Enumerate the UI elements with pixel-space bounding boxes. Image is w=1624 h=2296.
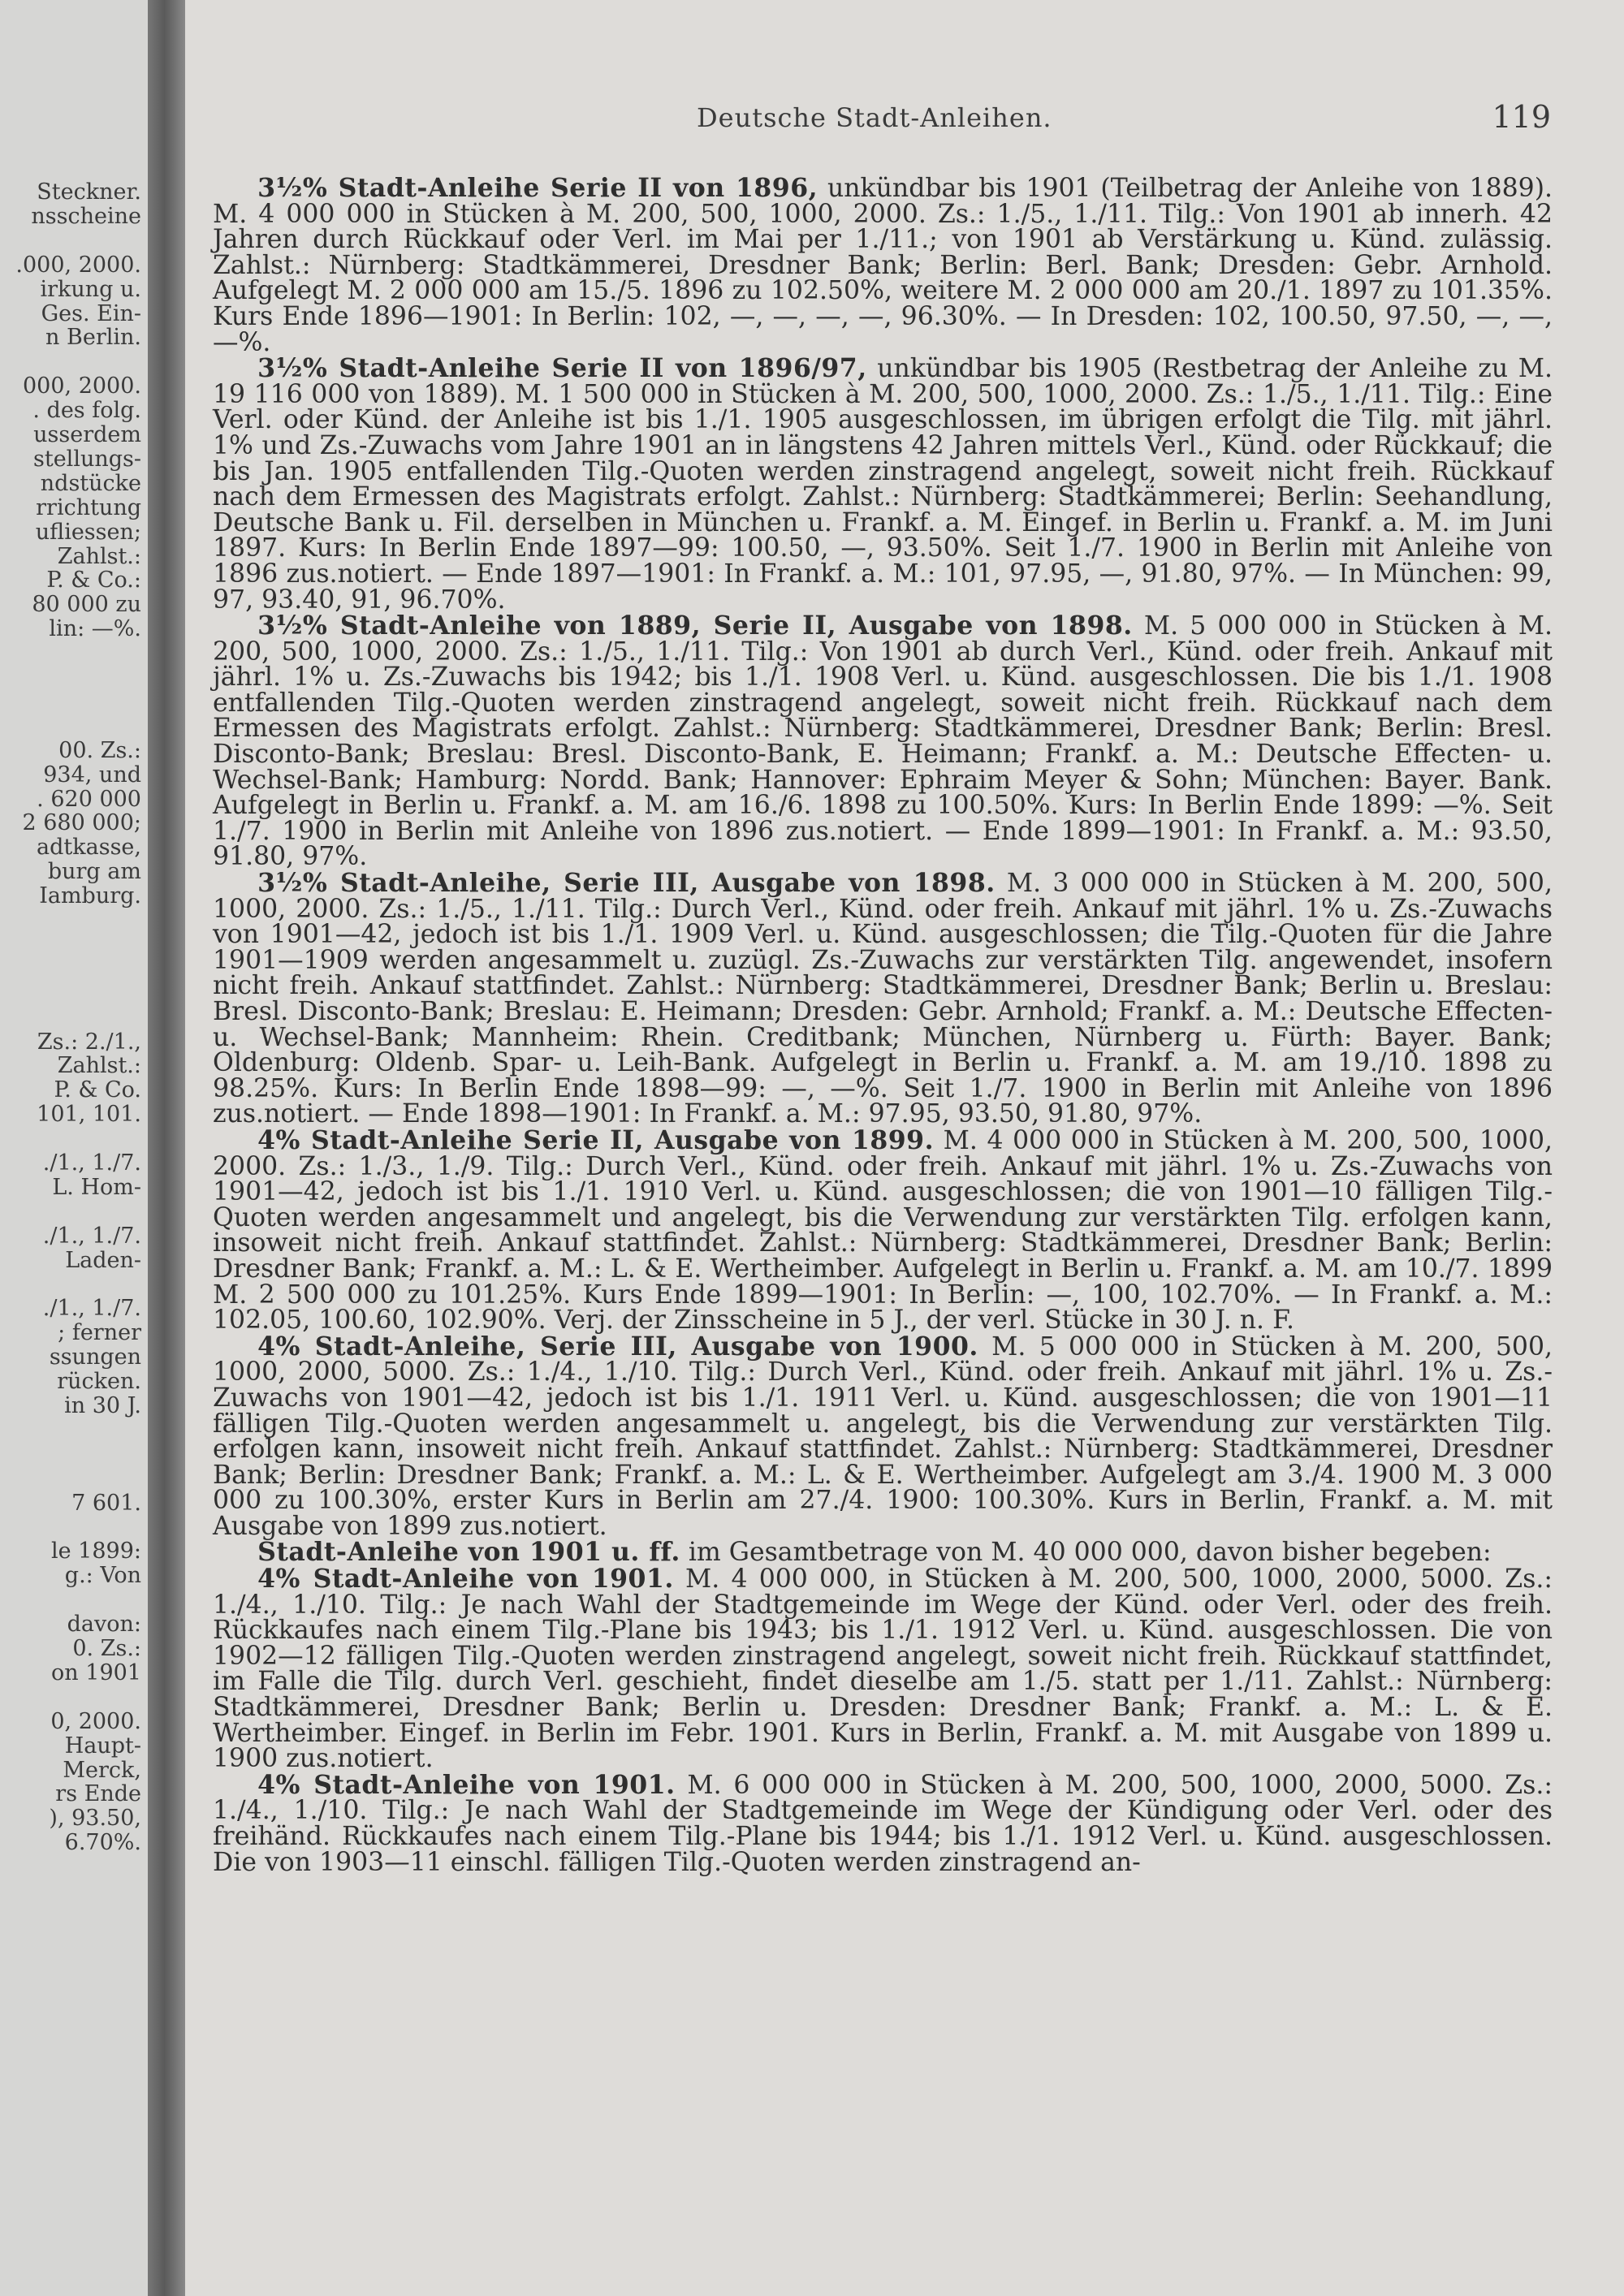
left-page-fragment: ), 93.50, [49, 1806, 141, 1832]
left-page-fragment: 7 601. [71, 1490, 141, 1516]
entry-title: 4% Stadt-Anleihe Serie II, Ausgabe von 1899. [257, 1124, 935, 1155]
left-page-fragment: rrichtung [36, 494, 141, 520]
entry-title: 3½% Stadt-Anleihe, Serie III, Ausgabe von 1898. [257, 868, 996, 899]
entry-title: Stadt-Anleihe von 1901 u. ff. [257, 1537, 680, 1568]
left-page-fragment: le 1899: [50, 1539, 141, 1564]
left-page-fragment: Zs.: 2./1., [37, 1029, 141, 1055]
entry-text: im Gesamtbetrage von M. 40 000 000, davon bisher begeben: [688, 1538, 1492, 1568]
left-page-fragment: nsscheine [31, 203, 141, 229]
left-page-fragment: Steckner. [37, 179, 141, 205]
page-number: 119 [1492, 99, 1551, 135]
left-page-fragment: 6.70%. [64, 1830, 141, 1856]
left-page-fragment: Zahlst.: [57, 1053, 141, 1079]
loan-entry [213, 613, 1553, 870]
loan-entry [213, 1124, 1553, 1336]
entry-title: 3½% Stadt-Anleihe von 1889, Serie II, Ausgabe von 1898. [257, 611, 1133, 641]
left-page-fragment: on 1901 [51, 1659, 141, 1685]
left-page-fragment: ufliessen; [35, 519, 141, 545]
entry-text: unkündbar bis 1905 (Restbetrag der Anleihe zu M. 19 116 000 von 1889). M. 1 500 000 in Stücken à M. 200, 500, 1000, 2000. Zs.: 1./5., 1./11. Tilg.: Eine Verl. oder Künd. der Anleihe ist bis 1./1. 1905 ausgeschlossen, im übrigen erfolgt die Tilg. mit jährl. 1% und Zs.-Zuwachs vom Jahre 1901 an in längstens 42 Jahren mittels Verl., Künd. oder Rückkauf; die bis Jan. 1905 entfallenden Tilg.-Quoten werden zinstragend angelegt, soweit nicht freih. Rückkauf nach dem Ermessen des Magistrats erfolgt. Zahlst.: Nürnberg: Stadtkämmerei; Berlin: Seehandlung, Deutsche Bank u. Fil. derselben in München u. Frankf. a. M. Eingef. in Berlin u. Frankf. a. M. im Juni 1897. Kurs: In Berlin Ende 1897—99: 100.50, —, 93.50%. Seit 1./7. 1900 in Berlin mit Anleihe von 1896 zus.notiert. — Ende 1897—1901: In Frankf. a. M.: 101, 97.95, —, 91.80, 97%. — In München: 99, 97, 93.40, 91, 96.70%. [213, 354, 1553, 615]
left-page-fragment: 2 680 000; [22, 810, 141, 836]
left-page-fragment: g.: Von [64, 1563, 141, 1589]
loan-entry [213, 1331, 1553, 1541]
left-page-fragment: irkung u. [40, 276, 141, 302]
left-page-fragment: 00. Zs.: [58, 737, 141, 763]
left-page-fragment: davon: [67, 1612, 141, 1638]
left-page-fragment: Ges. Ein- [41, 300, 141, 326]
entry-title: 3½% Stadt-Anleihe Serie II von 1896, [257, 173, 818, 203]
left-page-edge [0, 0, 148, 2296]
left-page-fragment: rücken. [57, 1369, 141, 1395]
entry-text: M. 3 000 000 in Stücken à M. 200, 500, 1000, 2000. Zs.: 1./5., 1./11. Tilg.: Durch Verl., Künd. oder freih. Ankauf mit jährl. 1% u. Zs.-Zuwachs von 1901—42, jedoch ist bis 1./1. 1909 Verl. u. Künd. ausgeschlossen; die Tilg.-Quoten für die Jahre 1901—1909 werden angesammelt u. zuzügl. Zs.-Zuwachs zur verstärkten Tilg. angewendet, insofern nicht freih. Ankauf stattfindet. Zahlst.: Nürnberg: Stadtkämmerei, Dresdner Bank; Berlin u. Breslau: Bresl. Disconto-Bank; Breslau: E. Heimann; Dresden: Gebr. Arnhold; Frankf. a. M.: Deutsche Effecten- u. Wechsel-Bank; Mannheim: Rhein. Creditbank; München, Nürnberg u. Fürth: Bayer. Bank; Oldenburg: Oldenb. Spar- u. Leih-Bank. Aufgelegt in Berlin u. Frankf. a. M. am 19./10. 1898 zu 98.25%. Kurs: In Berlin Ende 1898—99: —, —%. Seit 1./7. 1900 in Berlin mit Anleihe von 1896 zus.notiert. — Ende 1898—1901: In Frankf. a. M.: 97.95, 93.50, 91.80, 97%. [213, 869, 1553, 1129]
loan-entry [213, 1539, 1553, 1566]
left-page-fragment: 0. Zs.: [72, 1636, 141, 1661]
left-page-fragment: 934, und [43, 762, 141, 788]
entry-title: 4% Stadt-Anleihe von 1901. [257, 1564, 674, 1595]
left-page-fragment: 0, 2000. [50, 1708, 141, 1734]
left-page-fragment: 000, 2000. [23, 373, 141, 399]
page-body [213, 175, 1553, 1875]
left-page-fragment: 80 000 zu [32, 592, 141, 618]
left-page-fragment: rs Ende [55, 1781, 141, 1807]
loan-entry [213, 1566, 1553, 1772]
running-header: Deutsche Stadt-Anleihen. [697, 102, 1052, 133]
left-page-fragment: 101, 101. [37, 1102, 141, 1128]
left-page-fragment: ./1., 1./7. [42, 1150, 141, 1176]
left-page-fragment: ./1., 1./7. [42, 1296, 141, 1322]
left-page-fragment: ./1., 1./7. [42, 1223, 141, 1249]
left-page-fragment: .000, 2000. [15, 252, 141, 278]
entry-text: M. 4 000 000, in Stücken à M. 200, 500, 1000, 2000, 5000. Zs.: 1./4., 1./10. Tilg.: Je nach Wahl der Stadtgemeinde im Wege der Künd. oder Verl. oder des freih. Rückkaufes nach einem Tilg.-Plane bis 1943; bis 1./1. 1912 Verl. u. Künd. ausgeschlossen. Die von 1902—12 fälligen Tilg.-Quoten werden zinstragend angelegt, soweit nicht freih. Rückkauf stattfindet, im Falle die Tilg. durch Verl. geschieht, findet dieselbe am 1./5. statt per 1./11. Zahlst.: Nürnberg: Stadtkämmerei, Dresdner Bank; Berlin u. Dresden: Dresdner Bank; Frankf. a. M.: L. & E. Wertheimber. Eingef. in Berlin im Febr. 1901. Kurs in Berlin, Frankf. a. M. mit Ausgabe von 1899 u. 1900 zus.notiert. [213, 1564, 1553, 1774]
left-page-fragment: ssungen [49, 1344, 141, 1370]
left-page-fragment: L. Hom- [52, 1174, 141, 1200]
loan-entry [213, 175, 1553, 356]
left-page-fragment: P. & Co. [54, 1077, 141, 1103]
entry-text: unkündbar bis 1901 (Teilbetrag der Anleihe von 1889). M. 4 000 000 in Stücken à M. 200, 500, 1000, 2000. Zs.: 1./5., 1./11. Tilg.: Von 1901 ab innerh. 42 Jahren durch Rückkauf oder Verl. im Mai per 1./11.; von 1901 ab Verstärkung u. Künd. zulässig. Zahlst.: Nürnberg: Stadtkämmerei, Dresdner Bank; Berlin: Berl. Bank; Dresden: Gebr. Arnhold. Aufgelegt M. 2 000 000 am 15./5. 1896 zu 102.50%, weitere M. 2 000 000 am 20./1. 1897 zu 101.35%. Kurs Ende 1896—1901: In Berlin: 102, —, —, —, —, 96.30%. — In Dresden: 102, 100.50, 97.50, —, —, —%. [213, 174, 1553, 357]
right-page [185, 0, 1624, 2296]
left-page-fragment: Laden- [65, 1247, 141, 1273]
entry-text: M. 4 000 000 in Stücken à M. 200, 500, 1000, 2000. Zs.: 1./3., 1./9. Tilg.: Durch Verl., Künd. oder freih. Ankauf mit jährl. 1% u. Zs.-Zuwachs von 1901—42, jedoch ist bis 1./1. 1910 Verl. u. Künd. ausgeschlossen; die von 1901—10 fälligen Tilg.-Quoten werden angesammelt und angelegt, bis die Verwendung zur verstärkten Tilg. erfolgen kann, insoweit nicht freih. Ankauf stattfindet. Zahlst.: Nürnberg: Stadtkämmerei, Dresdner Bank; Berlin: Dresdner Bank; Frankf. a. M.: L. & E. Wertheimber. Aufgelegt in Berlin u. Frankf. a. M. am 10./7. 1899 M. 2 500 000 zu 101.25%. Kurs Ende 1899—1901: In Berlin: —, 100, 102.70%. — In Frankf. a. M.: 102.05, 100.60, 102.90%. Verj. der Zinsscheine in 5 J., der verl. Stücke in 30 J. n. F. [213, 1125, 1553, 1336]
entry-title: 3½% Stadt-Anleihe Serie II von 1896/97, [257, 353, 867, 384]
left-page-fragment: in 30 J. [64, 1393, 141, 1418]
entry-text: M. 6 000 000 in Stücken à M. 200, 500, 1000, 2000, 5000. Zs.: 1./4., 1./10. Tilg.: Je nach Wahl der Stadtgemeinde im Wege der Kündigung oder Verl. oder des freihänd. Rückkaufes nach einem Tilg.-Plane bis 1944; bis 1./1. 1912 Verl. u. Künd. ausgeschlossen. Die von 1903—11 einschl. fälligen Tilg.-Quoten werden zinstragend an- [213, 1770, 1553, 1877]
entry-title: 4% Stadt-Anleihe, Serie III, Ausgabe von 1900. [257, 1331, 978, 1362]
entry-title: 4% Stadt-Anleihe von 1901. [257, 1769, 676, 1800]
left-page-fragment: Zahlst.: [57, 543, 141, 569]
book-gutter [148, 0, 185, 2296]
left-page-fragment: Haupt- [64, 1733, 141, 1759]
left-page-fragment: adtkasse, [37, 835, 141, 861]
loan-entry [213, 353, 1553, 615]
left-page-fragment: burg am [47, 859, 141, 885]
loan-entry [213, 870, 1553, 1128]
left-page-fragment: Merck, [63, 1757, 141, 1783]
left-page-fragment: . des folg. [32, 398, 141, 424]
loan-entry [213, 1769, 1553, 1877]
left-page-fragment: ndstücke [40, 470, 141, 496]
entry-text: M. 5 000 000 in Stücken à M. 200, 500, 1000, 2000. Zs.: 1./5., 1./11. Tilg.: Von 1901 ab durch Verl., Künd. oder freih. Ankauf mit jährl. 1% u. Zs.-Zuwachs bis 1942; bis 1./1. 1908 Verl. u. Künd. ausgeschlossen. Die bis 1./1. 1908 entfallenden Tilg.-Quoten werden zinstragend angelegt, soweit nicht freih. Rückkauf nach dem Ermessen des Magistrats erfolgt. Zahlst.: Nürnberg: Stadtkämmerei, Dresdner Bank; Berlin: Bresl. Disconto-Bank; Breslau: Bresl. Disconto-Bank, E. Heimann; Frankf. a. M.: Deutsche Effecten- u. Wechsel-Bank; Hamburg: Nordd. Bank; Hannover: Ephraim Meyer & Sohn; München: Bayer. Bank. Aufgelegt in Berlin u. Frankf. a. M. am 16./6. 1898 zu 100.50%. Kurs: In Berlin Ende 1899: —%. Seit 1./7. 1900 in Berlin mit Anleihe von 1896 zus.notiert. — Ende 1899—1901: In Frankf. a. M.: 93.50, 91.80, 97%. [213, 611, 1553, 872]
left-page-fragment: stellungs- [33, 446, 141, 472]
left-page-fragment: n Berlin. [45, 325, 141, 351]
left-page-fragment: usserdem [33, 422, 141, 447]
entry-text: M. 5 000 000 in Stücken à M. 200, 500, 1000, 2000, 5000. Zs.: 1./4., 1./10. Tilg.: Durch Verl., Künd. oder freih. Ankauf mit jährl. 1% u. Zs.-Zuwachs von 1901—42, jedoch ist bis 1./1. 1911 Verl. u. Künd. ausgeschlossen; die von 1901—11 fälligen Tilg.-Quoten werden angesammelt u. angelegt, bis die Verwendung zur verstärkten Tilg. erfolgen kann, insoweit nicht freih. Ankauf stattfindet. Zahlst.: Nürnberg: Stadtkämmerei, Dresdner Bank; Berlin: Dresdner Bank; Frankf. a. M.: L. & E. Wertheimber. Aufgelegt am 3./4. 1900 M. 3 000 000 zu 100.30%, erster Kurs in Berlin am 27./4. 1900: 100.30%. Kurs in Berlin, Frankf. a. M. mit Ausgabe von 1899 zus.notiert. [213, 1331, 1553, 1541]
left-page-fragment: lin: —%. [49, 616, 141, 642]
left-page-fragment: ; ferner [58, 1320, 141, 1346]
left-page-fragment: Iamburg. [39, 883, 141, 909]
left-page-fragment: . 620 000 [37, 786, 141, 812]
left-page-fragment: P. & Co.: [46, 568, 141, 593]
